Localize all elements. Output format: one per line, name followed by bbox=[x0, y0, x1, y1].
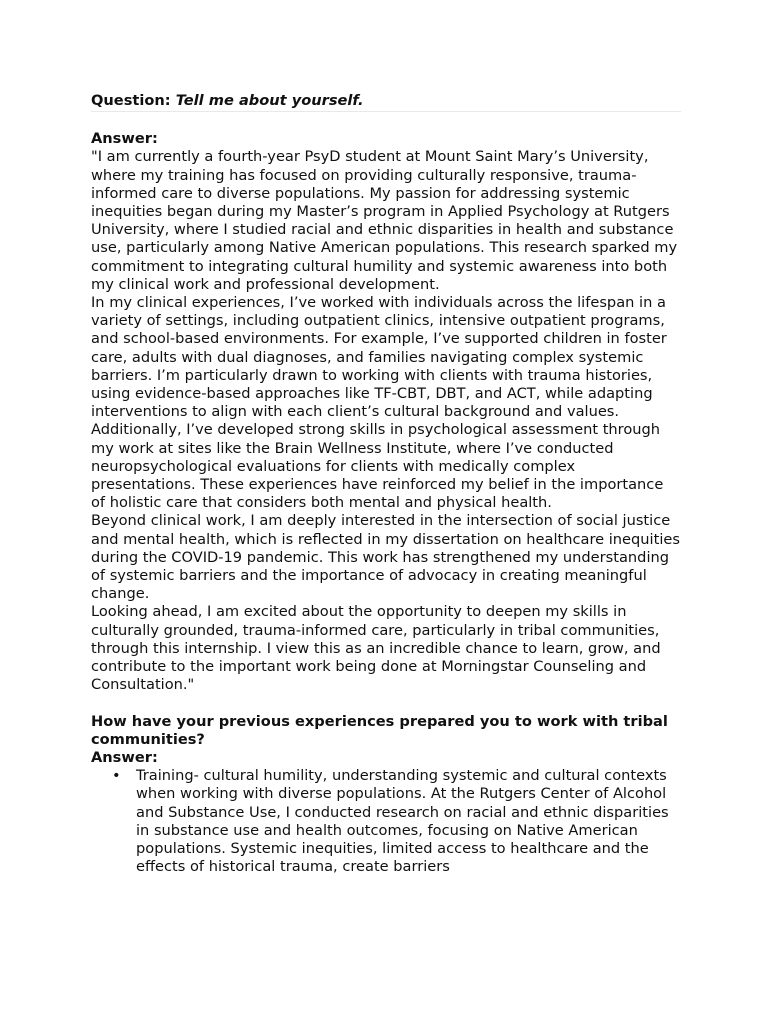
answer-2-bullet-list bbox=[91, 767, 681, 876]
document-page bbox=[91, 92, 681, 876]
question-2: How have your previous experiences prepared you to work with tribal communities? bbox=[91, 712, 668, 748]
question-1 bbox=[91, 92, 681, 112]
answer-1-paragraph-2: In my clinical experiences, I’ve worked with individuals across the lifespan in a variety of settings, including outpatient clinics, intensive outpatient programs, and school-based environments. For example, I’ve supported children in foster care, adults with dual diagnoses, and families navigating complex systemic barriers. I’m particularly drawn to working with clients with trauma histories, using evidence-based approaches like TF-CBT, DBT, and ACT, while adapting interventions to align with each client’s cultural background and values. bbox=[91, 294, 667, 421]
section-spacer bbox=[91, 695, 681, 713]
answer-2-label: Answer: bbox=[91, 748, 158, 766]
answer-1-paragraph-1: "I am currently a fourth-year PsyD student at Mount Saint Mary’s University, where my training has focused on providing culturally responsive, trauma-informed care to diverse populations. My passion for addressing systemic inequities began during my Master’s program in Applied Psychology at Rutgers University, where I studied racial and ethnic disparities in health and substance use, particularly among Native American populations. This research sparked my commitment to integrating cultural humility and systemic awareness into both my clinical work and professional development. bbox=[91, 148, 678, 293]
answer-1-paragraph-3: Additionally, I’ve developed strong skills in psychological assessment through my work at sites like the Brain Wellness Institute, where I’ve conducted neuropsychological evaluations for clients with medically complex presentations. These experiences have reinforced my belief in the importance of holistic care that considers both mental and physical health. bbox=[91, 421, 664, 512]
answer-1-label: Answer: bbox=[91, 130, 158, 148]
list-item-text: Training- cultural humility, understanding systemic and cultural contexts when working with diverse populations. At the Rutgers Center of Alcohol and Substance Use, I conducted research on racial and ethnic disparities in substance use and health outcomes, focusing on Native American populations. Systemic inequities, limited access to healthcare and the effects of historical trauma, create barriers bbox=[136, 767, 669, 876]
list-item bbox=[112, 767, 681, 876]
answer-1-paragraph-4: Beyond clinical work, I am deeply interested in the intersection of social justice and mental health, which is reflected in my dissertation on healthcare inequities during the COVID-19 pandemic. This work has strengthened my understanding of systemic barriers and the importance of advocacy in creating meaningful change. bbox=[91, 512, 680, 603]
bullet-icon: • bbox=[112, 767, 121, 785]
answer-1-paragraph-5: Looking ahead, I am excited about the opportunity to deepen my skills in culturally grounded, trauma-informed care, particularly in tribal communities, through this internship. I view this as an incredible chance to learn, grow, and contribute to the important work being done at Morningstar Counseling and Consultation." bbox=[91, 603, 661, 694]
question-1-text: Tell me about yourself. bbox=[175, 92, 364, 109]
question-1-prefix: Question: bbox=[91, 92, 176, 109]
